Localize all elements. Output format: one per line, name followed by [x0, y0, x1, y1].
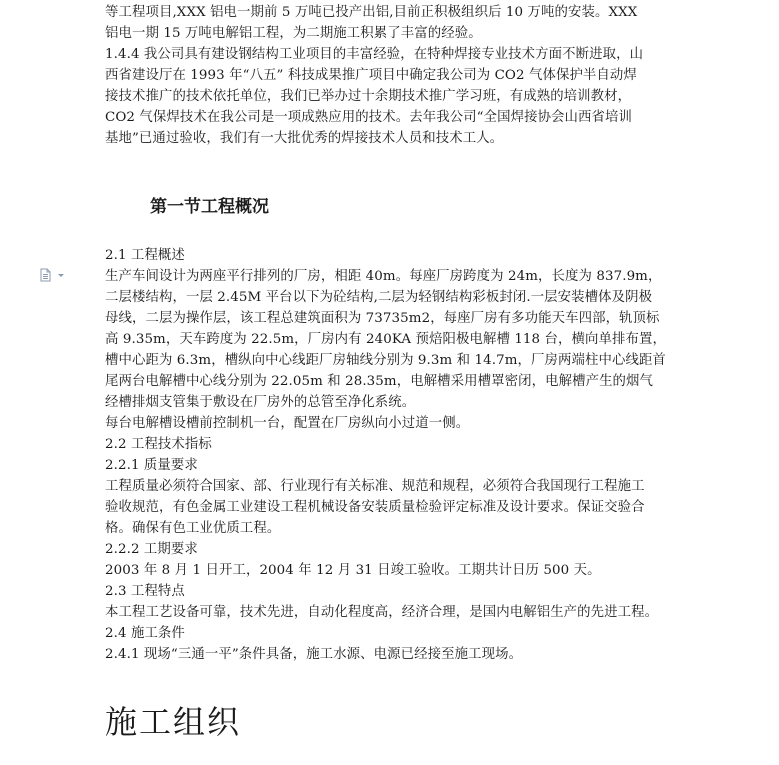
text-line: 二层楼结构，一层 2.45M 平台以下为砼结构,二层为轻钢结构彩板封闭.一层安装槽体及阴极 [105, 290, 653, 305]
subheading-2-3: 2.3 工程特点 [105, 584, 185, 599]
body-paragraphs [105, 245, 665, 665]
subheading-2-1: 2.1 工程概述 [105, 248, 185, 263]
subheading-2-2: 2.2 工程技术指标 [105, 437, 212, 452]
text-line: 西省建设厅在 1993 年“八五” 科技成果推广项目中确定我公司为 CO2 气体保护半自动焊 [105, 68, 637, 83]
text-line: 槽中心距为 6.3m，槽纵向中心线距厂房轴线分别为 9.3m 和 14.7m，厂房两端柱中心线距首 [105, 353, 666, 368]
text-line: 每台电解槽设槽前控制机一台，配置在厂房纵向小过道一侧。 [105, 416, 470, 431]
subheading-2-2-2: 2.2.2 工期要求 [105, 542, 198, 557]
document-menu-icon[interactable] [40, 268, 66, 282]
subheading-2-2-1: 2.2.1 质量要求 [105, 458, 198, 473]
text-line: 经槽排烟支管集于敷设在厂房外的总管至净化系统。 [105, 395, 416, 410]
intro-paragraphs [105, 2, 665, 149]
text-line: 高 9.35m，天车跨度为 22.5m，厂房内有 240KA 预焙阳极电解槽 118 台，横向单排布置， [105, 332, 666, 347]
text-line: 尾两台电解槽中心线分别为 22.05m 和 28.35m，电解槽采用槽罩密闭，电解槽产生的烟气 [105, 374, 654, 389]
text-line: 工程质量必须符合国家、部、行业现行有关标准、规范和规程，必须符合我国现行工程施工 [105, 479, 645, 494]
text-line: 生产车间设计为两座平行排列的厂房，相距 40m。每座厂房跨度为 24m，长度为 837.9m， [105, 269, 662, 284]
text-line: 母线，二层为操作层，该工程总建筑面积为 73735m2，每座厂房有多功能天车四部，轨顶标 [105, 311, 660, 326]
text-line: 2003 年 8 月 1 日开工，2004 年 12 月 31 日竣工验收。工期共计日历 500 天。 [105, 563, 601, 578]
text-line: 验收规范，有色金属工业建设工程机械设备安装质量检验评定标准及设计要求。保证交验合 [105, 500, 645, 515]
text-line: 1.4.4 我公司具有建设钢结构工业项目的丰富经验，在特种焊接专业技术方面不断进取，山 [105, 47, 644, 62]
text-line: 等工程项目,XXX 铝电一期前 5 万吨已投产出铝,目前正积极组织后 10 万吨的安装。XXX [105, 5, 638, 20]
text-line: 本工程工艺设备可靠，技术先进，自动化程度高，经济合理，是国内电解铝生产的先进工程。 [105, 605, 659, 620]
subheading-2-4: 2.4 施工条件 [105, 626, 185, 641]
text-line: 基地”已通过验收，我们有一大批优秀的焊接技术人员和技术工人。 [105, 131, 504, 146]
text-line: 铝电一期 15 万吨电解铝工程，为二期施工积累了丰富的经验。 [105, 26, 482, 41]
text-line: 接技术推广的技术依托单位，我们已举办过十余期技术推广学习班，有成熟的培训教材， [105, 89, 632, 104]
text-line: 格。确保有色工业优质工程。 [105, 521, 281, 536]
text-line: 2.4.1 现场“三通一平”条件具备，施工水源、电源已经接至施工现场。 [105, 647, 523, 662]
chapter-heading: 施工组织 [105, 703, 242, 741]
section-heading: 第一节工程概况 [150, 197, 269, 217]
text-line: CO2 气保焊技术在我公司是一项成熟应用的技术。去年我公司“全国焊接协会山西省培训 [105, 110, 633, 125]
